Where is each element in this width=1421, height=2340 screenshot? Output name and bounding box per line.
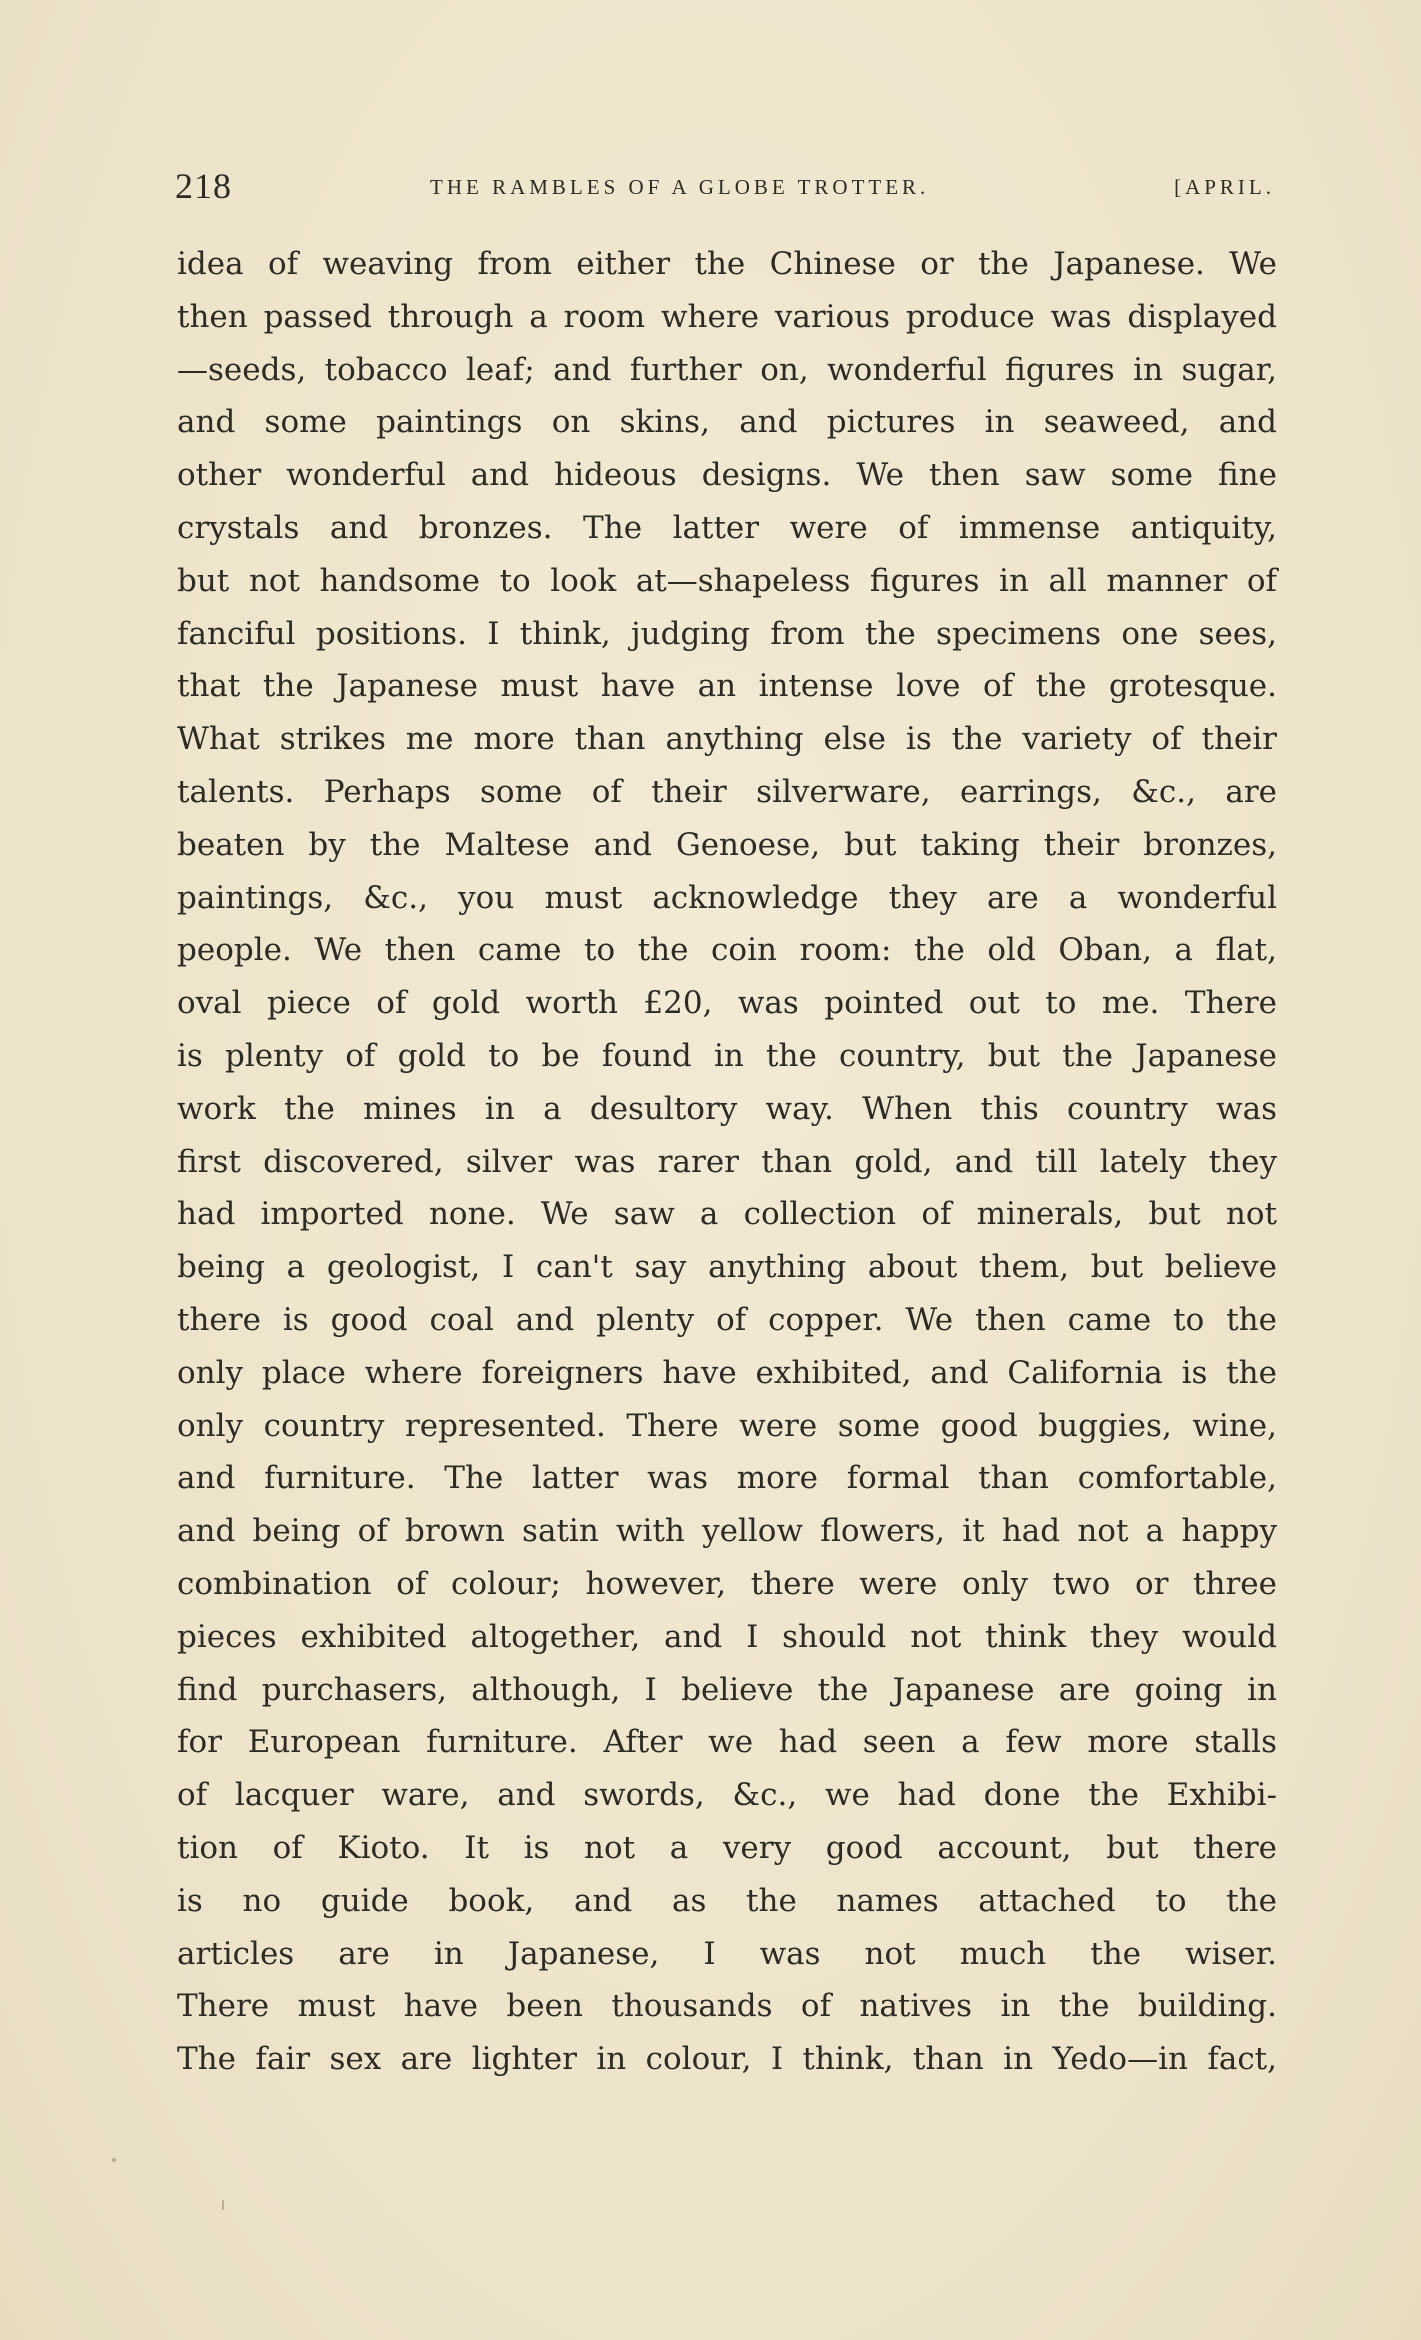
text-line: and being of brown satin with yellow flowers, it had not a happy — [177, 1513, 1277, 1550]
paper-speck — [222, 2200, 224, 2210]
page-number: 218 — [175, 166, 232, 206]
section-mark: [APRIL. — [1174, 175, 1275, 199]
text-line: —seeds, tobacco leaf; and further on, wonderful figures in sugar, — [177, 351, 1277, 388]
text-line: that the Japanese must have an intense love of the grotesque. — [177, 668, 1277, 705]
text-line: crystals and bronzes. The latter were of immense antiquity, — [177, 509, 1277, 546]
text-line: fanciful positions. I think, judging from the specimens one sees, — [177, 615, 1277, 652]
text-line: paintings, &c., you must acknowledge they are a wonderful — [177, 879, 1277, 916]
text-line: first discovered, silver was rarer than gold, and till lately they — [177, 1143, 1277, 1180]
text-line: oval piece of gold worth £20, was pointed out to me. There — [177, 985, 1277, 1022]
text-line: there is good coal and plenty of copper. We then came to the — [177, 1301, 1277, 1338]
running-title: THE RAMBLES OF A GLOBE TROTTER. — [430, 175, 930, 199]
text-line: beaten by the Maltese and Genoese, but taking their bronzes, — [177, 826, 1277, 863]
text-line: pieces exhibited altogether, and I should not think they would — [177, 1618, 1277, 1655]
text-line: find purchasers, although, I believe the Japanese are going in — [177, 1671, 1277, 1708]
text-line: The fair sex are lighter in colour, I think, than in Yedo—in fact, — [177, 2041, 1277, 2078]
body-text — [177, 238, 1277, 2086]
text-line: tion of Kioto. It is not a very good account, but there — [177, 1829, 1277, 1866]
text-line: had imported none. We saw a collection of minerals, but not — [177, 1196, 1277, 1233]
text-line: and some paintings on skins, and pictures in seaweed, and — [177, 404, 1277, 441]
text-line: being a geologist, I can't say anything about them, but believe — [177, 1249, 1277, 1286]
text-line: articles are in Japanese, I was not much the wiser. — [177, 1935, 1277, 1972]
text-line: idea of weaving from either the Chinese or the Japanese. We — [177, 246, 1277, 282]
text-line: What strikes me more than anything else is the variety of their — [177, 721, 1277, 758]
text-line: combination of colour; however, there were only two or three — [177, 1565, 1277, 1602]
text-line: talents. Perhaps some of their silverware, earrings, &c., are — [177, 773, 1277, 810]
text-line: only country represented. There were some good buggies, wine, — [177, 1407, 1277, 1444]
text-line: people. We then came to the coin room: the old Oban, a flat, — [177, 932, 1277, 969]
text-line: for European furniture. After we had seen a few more stalls — [177, 1724, 1277, 1761]
text-line: then passed through a room where various produce was displayed — [177, 298, 1277, 335]
text-line: of lacquer ware, and swords, &c., we had done the Exhibi- — [177, 1777, 1277, 1814]
text-line: is no guide book, and as the names attached to the — [177, 1882, 1277, 1919]
text-line: There must have been thousands of natives in the building. — [177, 1988, 1277, 2025]
text-line: other wonderful and hideous designs. We then saw some fine — [177, 457, 1277, 494]
text-line: only place where foreigners have exhibited, and California is the — [177, 1354, 1277, 1391]
text-line: is plenty of gold to be found in the country, but the Japanese — [177, 1037, 1277, 1074]
text-line: and furniture. The latter was more formal than comfortable, — [177, 1460, 1277, 1497]
running-header — [175, 165, 1275, 205]
text-line: but not handsome to look at—shapeless figures in all manner of — [177, 562, 1277, 599]
text-line: work the mines in a desultory way. When this country was — [177, 1090, 1277, 1127]
paper-speck — [112, 2158, 116, 2162]
